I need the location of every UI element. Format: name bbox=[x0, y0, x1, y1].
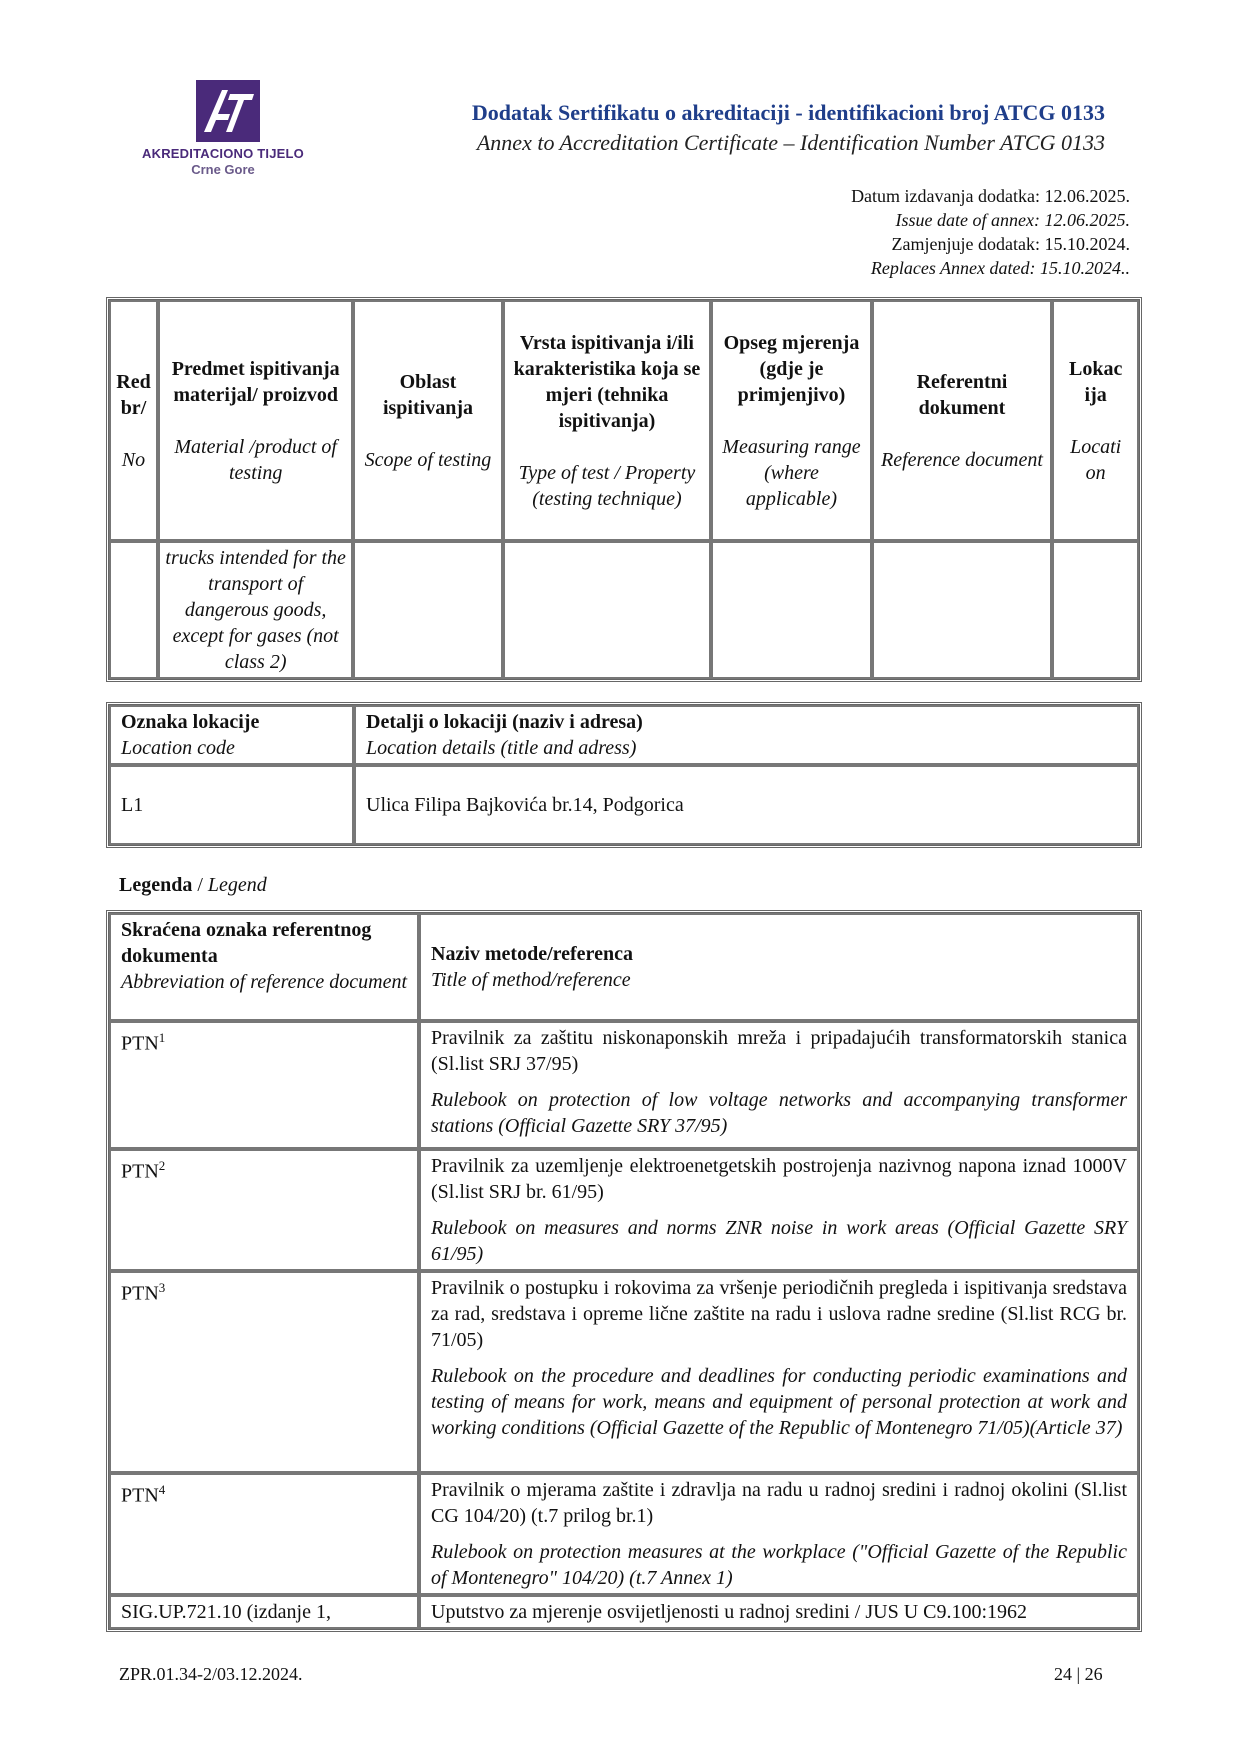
scope-header-row bbox=[109, 300, 1139, 541]
location-code-header: Oznaka lokacije Location code bbox=[109, 705, 354, 765]
location-header-row bbox=[109, 705, 1139, 765]
scope-header-cell: Vrsta ispitivanja i/ili karakteristika koja se mjeri (tehnika ispitivanja) Type of test / Property (testing technique) bbox=[503, 300, 712, 541]
location-details: Ulica Filipa Bajkovića br.14, Podgorica bbox=[354, 765, 1139, 845]
annex-dates bbox=[851, 184, 1130, 280]
location-code: L1 bbox=[109, 765, 354, 845]
legend-header-row bbox=[109, 913, 1139, 1021]
scope-cell bbox=[1052, 541, 1139, 679]
scope-cell bbox=[353, 541, 502, 679]
scope-header-cell: Referentni dokument Reference document bbox=[872, 300, 1053, 541]
legend-abbr: SIG.UP.721.10 (izdanje 1, bbox=[109, 1595, 419, 1629]
scope-cell bbox=[503, 541, 712, 679]
issue-date: Datum izdavanja dodatka: 12.06.2025. bbox=[851, 186, 1130, 206]
table-row bbox=[109, 1595, 1139, 1629]
legend-reference: Pravilnik za uzemljenje elektroenetgetskih postrojenja nazivnog napona iznad 1000V (Sl.list SRJ br. 61/95) Rulebook on measures and norms ZNR noise in work areas (Official Gazette SRY 61/95) bbox=[419, 1149, 1139, 1271]
table-row bbox=[109, 1271, 1139, 1473]
logo-org-sub: Crne Gore bbox=[191, 162, 255, 177]
legend-abbr: PTN$^2$ bbox=[109, 1149, 419, 1271]
legend-abbr: PTN$^3$ bbox=[109, 1271, 419, 1473]
logo-org-name: AKREDITACIONO TIJELO bbox=[142, 146, 304, 161]
scope-header-cell: Lokac ija Locati on bbox=[1052, 300, 1139, 541]
table-row bbox=[109, 1149, 1139, 1271]
legend-abbr: PTN$^1$ bbox=[109, 1021, 419, 1149]
legend-abbr-header: Skraćena oznaka referentnog dokumenta Abbreviation of reference document bbox=[109, 913, 419, 1021]
legend-reference: Pravilnik za zaštitu niskonaponskih mreža i pripadajućih transformatorskih stanica (Sl.list SRJ 37/95) Rulebook on protection of low voltage networks and accompanying transformer stations (Official Gazette SRY 37/95) bbox=[419, 1021, 1139, 1149]
scope-header-cell: Opseg mjerenja (gdje je primjenjivo) Measuring range (where applicable) bbox=[711, 300, 871, 541]
scope-cell bbox=[711, 541, 871, 679]
scope-cell bbox=[109, 541, 158, 679]
legend-title-header: Naziv metode/referenca Title of method/reference bbox=[419, 913, 1139, 1021]
legend-reference: Uputstvo za mjerenje osvijetljenosti u radnoj sredini / JUS U C9.100:1962 bbox=[419, 1595, 1139, 1629]
scope-table bbox=[106, 297, 1142, 682]
table-row bbox=[109, 765, 1139, 845]
legend-heading: Legenda / Legend bbox=[119, 874, 267, 896]
logo-mark-icon bbox=[196, 80, 260, 142]
scope-cell bbox=[872, 541, 1053, 679]
issue-date-en: Issue date of annex: 12.06.2025. bbox=[895, 210, 1130, 230]
scope-header-cell: Predmet ispitivanja materijal/ proizvod Material /product of testing bbox=[158, 300, 353, 541]
accreditation-body-logo bbox=[128, 76, 318, 186]
replaces-date: Zamjenjuje dodatak: 15.10.2024. bbox=[891, 234, 1130, 254]
scope-cell-material: trucks intended for the transport of dangerous goods, except for gases (not class 2) bbox=[158, 541, 353, 679]
location-table bbox=[106, 702, 1142, 848]
footer-doc-code: ZPR.01.34-2/03.12.2024. bbox=[119, 1664, 303, 1684]
legend-table bbox=[106, 910, 1142, 1632]
legend-abbr: PTN$^4$ bbox=[109, 1473, 419, 1595]
scope-header-cell: Oblast ispitivanja Scope of testing bbox=[353, 300, 502, 541]
table-row bbox=[109, 1021, 1139, 1149]
document-title: Dodatak Sertifikatu o akreditaciji - identifikacioni broj ATCG 0133 bbox=[471, 100, 1105, 125]
replaces-date-en: Replaces Annex dated: 15.10.2024.. bbox=[870, 258, 1130, 278]
footer-page-number: 24 | 26 bbox=[1054, 1664, 1103, 1684]
legend-reference: Pravilnik o mjerama zaštite i zdravlja na radu u radnoj sredini i radnoj okolini (Sl.list CG 104/20) (t.7 prilog br.1) Rulebook on protection measures at the workplace ("Official Gazette of the Republic of Montenegro" 104/20) (t.7 Annex 1) bbox=[419, 1473, 1139, 1595]
table-row bbox=[109, 541, 1139, 679]
legend-reference: Pravilnik o postupku i rokovima za vršenje periodičnih pregleda i ispitivanja sredstava za rad, sredstava i opreme lične zaštite na radu i uslova radne sredine (Sl.list RCG br. 71/05) Rulebook on the procedure and deadlines for conducting periodic examinations and testing of means for work, means and equipment of personal protection at work and working conditions (Official Gazette of the Republic of Montenegro 71/05)(Article 37) bbox=[419, 1271, 1139, 1473]
table-row bbox=[109, 1473, 1139, 1595]
scope-header-cell: Red br/ No bbox=[109, 300, 158, 541]
document-subtitle: Annex to Accreditation Certificate – Identification Number ATCG 0133 bbox=[476, 130, 1105, 155]
location-details-header: Detalji o lokaciji (naziv i adresa) Location details (title and adress) bbox=[354, 705, 1139, 765]
